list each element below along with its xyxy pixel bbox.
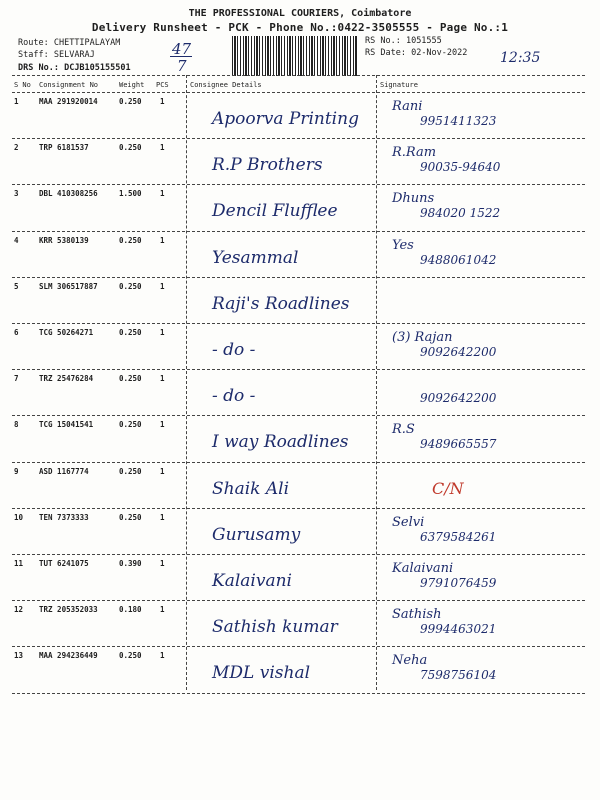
row-consignment-no: TCG 50264271 bbox=[39, 328, 94, 337]
row-phone: 6379584261 bbox=[420, 530, 497, 544]
row-pcs: 1 bbox=[160, 605, 165, 614]
rs-no-line bbox=[365, 36, 442, 46]
row-consignee: MDL vishal bbox=[212, 663, 311, 683]
row-pcs: 1 bbox=[160, 513, 165, 522]
row-signature: R.S bbox=[392, 422, 415, 437]
row-phone: 7598756104 bbox=[420, 668, 497, 682]
row-sno: 4 bbox=[14, 236, 19, 245]
row-phone: 9092642200 bbox=[420, 391, 497, 405]
row-consignee: I way Roadlines bbox=[212, 432, 349, 452]
row-signature: C/N bbox=[432, 479, 464, 498]
row-weight: 0.250 bbox=[119, 420, 142, 429]
row-separator bbox=[12, 646, 585, 647]
row-signature: Yes bbox=[392, 238, 414, 253]
row-pcs: 1 bbox=[160, 420, 165, 429]
row-phone: 9994463021 bbox=[420, 622, 497, 636]
row-separator bbox=[12, 231, 585, 232]
row-pcs: 1 bbox=[160, 651, 165, 660]
row-signature: Sathish bbox=[392, 607, 442, 622]
row-weight: 0.250 bbox=[119, 328, 142, 337]
row-pcs: 1 bbox=[160, 374, 165, 383]
row-separator bbox=[12, 600, 585, 601]
row-phone: 9489665557 bbox=[420, 437, 497, 451]
col-weight: Weight bbox=[119, 81, 145, 89]
row-pcs: 1 bbox=[160, 236, 165, 245]
col-consignment: Consignment No bbox=[39, 81, 99, 89]
row-sno: 9 bbox=[14, 467, 19, 476]
row-pcs: 1 bbox=[160, 328, 165, 337]
row-signature: (3) Rajan bbox=[392, 330, 453, 345]
row-consignment-no: TEN 7373333 bbox=[39, 513, 89, 522]
row-signature: Rani bbox=[392, 99, 423, 114]
row-separator bbox=[12, 508, 585, 509]
row-separator bbox=[12, 462, 585, 463]
company-title: THE PROFESSIONAL COURIERS, Coimbatore bbox=[188, 8, 412, 19]
row-sno: 6 bbox=[14, 328, 19, 337]
row-pcs: 1 bbox=[160, 467, 165, 476]
row-separator bbox=[12, 184, 585, 185]
drs-value: DCJB105155501 bbox=[64, 63, 131, 73]
row-consignment-no: MAA 291920014 bbox=[39, 97, 98, 106]
drs-label: DRS No.: bbox=[18, 63, 59, 73]
row-sno: 8 bbox=[14, 420, 19, 429]
row-sno: 1 bbox=[14, 97, 19, 106]
row-sno: 2 bbox=[14, 143, 19, 152]
rs-date-label: RS Date: bbox=[365, 48, 406, 58]
col-signature: Signature bbox=[380, 81, 418, 89]
row-consignment-no: TUT 6241075 bbox=[39, 559, 89, 568]
row-signature: Dhuns bbox=[392, 191, 435, 206]
row-sno: 13 bbox=[14, 651, 24, 660]
row-signature: R.Ram bbox=[392, 145, 437, 160]
row-phone: 90035-94640 bbox=[420, 160, 501, 174]
row-separator bbox=[12, 277, 585, 278]
row-signature: Neha bbox=[392, 653, 428, 668]
rs-date-line bbox=[365, 48, 467, 58]
handwritten-count-top: 47 bbox=[172, 40, 192, 58]
runsheet-subtitle: Delivery Runsheet - PCK - Phone No.:0422-3505555 - Page No.:1 bbox=[91, 21, 509, 34]
row-pcs: 1 bbox=[160, 143, 165, 152]
row-consignment-no: DBL 410308256 bbox=[39, 189, 98, 198]
route-label: Route: bbox=[18, 38, 49, 48]
row-weight: 0.250 bbox=[119, 374, 142, 383]
row-consignment-no: ASD 1167774 bbox=[39, 467, 89, 476]
row-weight: 1.500 bbox=[119, 189, 142, 198]
row-sno: 5 bbox=[14, 282, 19, 291]
row-phone: 9791076459 bbox=[420, 576, 497, 590]
col-pcs: PCS bbox=[156, 81, 169, 89]
row-sno: 11 bbox=[14, 559, 24, 568]
row-consignee: Gurusamy bbox=[212, 525, 301, 545]
row-weight: 0.250 bbox=[119, 97, 142, 106]
row-consignment-no: KRR 5380139 bbox=[39, 236, 89, 245]
row-weight: 0.180 bbox=[119, 605, 142, 614]
row-consignee: Shaik Ali bbox=[212, 479, 290, 499]
row-consignee: R.P Brothers bbox=[212, 155, 323, 175]
row-weight: 0.250 bbox=[119, 467, 142, 476]
row-weight: 0.250 bbox=[119, 513, 142, 522]
row-consignee: - do - bbox=[212, 386, 256, 406]
col-consignee: Consignee Details bbox=[190, 81, 262, 89]
rs-no-label: RS No.: bbox=[365, 36, 401, 46]
row-signature: Kalaivani bbox=[392, 561, 454, 576]
row-sno: 7 bbox=[14, 374, 19, 383]
row-phone: 9092642200 bbox=[420, 345, 497, 359]
rs-date-value: 02-Nov-2022 bbox=[411, 48, 468, 58]
row-consignee: Sathish kumar bbox=[212, 617, 338, 637]
table-top-rule bbox=[12, 75, 585, 76]
row-separator bbox=[12, 693, 585, 694]
row-separator bbox=[12, 554, 585, 555]
staff-label: Staff: bbox=[18, 50, 49, 60]
row-weight: 0.250 bbox=[119, 651, 142, 660]
row-consignee: Yesammal bbox=[212, 248, 299, 268]
handwritten-time: 12:35 bbox=[500, 50, 541, 66]
row-consignee: - do - bbox=[212, 340, 256, 360]
row-consignee: Apoorva Printing bbox=[212, 109, 359, 129]
row-pcs: 1 bbox=[160, 559, 165, 568]
row-consignment-no: TRP 6181537 bbox=[39, 143, 89, 152]
row-consignee: Kalaivani bbox=[212, 571, 292, 591]
row-weight: 0.250 bbox=[119, 236, 142, 245]
row-separator bbox=[12, 138, 585, 139]
handwritten-count-bottom: 7 bbox=[177, 57, 187, 75]
rs-no-value: 1051555 bbox=[405, 36, 442, 46]
row-consignment-no: TRZ 25476284 bbox=[39, 374, 94, 383]
staff-line bbox=[18, 50, 95, 60]
row-pcs: 1 bbox=[160, 189, 165, 198]
row-sno: 12 bbox=[14, 605, 24, 614]
row-weight: 0.250 bbox=[119, 143, 142, 152]
barcode bbox=[232, 36, 358, 76]
row-sno: 10 bbox=[14, 513, 24, 522]
row-separator bbox=[12, 323, 585, 324]
row-pcs: 1 bbox=[160, 282, 165, 291]
row-phone: 9488061042 bbox=[420, 253, 497, 267]
route-line bbox=[18, 38, 120, 48]
row-consignee: Dencil Flufflee bbox=[212, 201, 338, 221]
row-weight: 0.390 bbox=[119, 559, 142, 568]
table-header-rule bbox=[12, 92, 585, 93]
row-weight: 0.250 bbox=[119, 282, 142, 291]
staff-value: SELVARAJ bbox=[53, 50, 95, 60]
col-sno: S No bbox=[14, 81, 31, 89]
row-sno: 3 bbox=[14, 189, 19, 198]
row-phone: 984020 1522 bbox=[420, 206, 501, 220]
row-pcs: 1 bbox=[160, 97, 165, 106]
row-consignment-no: TCG 15041541 bbox=[39, 420, 94, 429]
route-value: CHETTIPALAYAM bbox=[53, 38, 121, 48]
signature-column-divider bbox=[376, 75, 377, 690]
row-consignment-no: SLM 306517887 bbox=[39, 282, 98, 291]
row-consignee: Raji's Roadlines bbox=[212, 294, 350, 314]
row-signature: Selvi bbox=[392, 515, 425, 530]
consignee-column-divider bbox=[186, 75, 187, 690]
row-phone: 9951411323 bbox=[420, 114, 497, 128]
row-consignment-no: TRZ 205352033 bbox=[39, 605, 98, 614]
row-separator bbox=[12, 415, 585, 416]
row-separator bbox=[12, 369, 585, 370]
drs-line bbox=[18, 63, 131, 73]
row-consignment-no: MAA 294236449 bbox=[39, 651, 98, 660]
